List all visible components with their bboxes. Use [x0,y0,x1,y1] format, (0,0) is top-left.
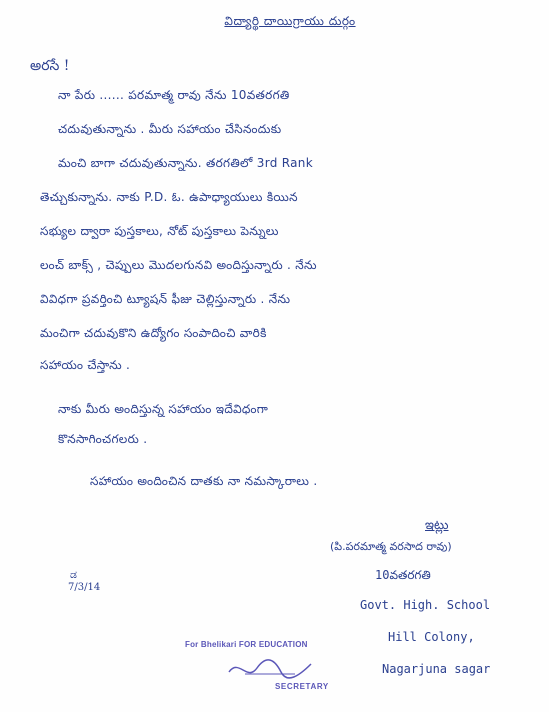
letter-heading: విద్యార్థి దాయిగ్రాయు దుర్గం [224,14,356,28]
body-line: సభ్యుల ద్వారా పుస్తకాలు, నోట్ పుస్తకాలు పెన్నులు [40,224,279,238]
body-line: లంచ్ బాక్స్ , చెప్పులు మొదలగునవి అందిస్తున్నారు . నేను [40,258,317,272]
body-line: నాకు మీరు అందిస్తున్న సహాయం ఇదేవిధంగా [58,402,269,416]
initial-mark: ಡ [70,568,78,581]
date-text: 7/3/14 [68,582,101,593]
signature-scribble-icon [225,654,315,684]
signature-mark: ఇట్లు [425,518,449,533]
signature-class: 10వతరగతి [375,568,431,582]
signature-town: Nagarjuna sagar [382,662,491,676]
body-line: చదువుతున్నాను . మీరు సహాయం చేసినందుకు [58,122,282,136]
body-line: మంచి బాగా చదువుతున్నాను. తరగతిలో 3rd Rank [58,156,313,170]
body-line: సహాయం అందించిన దాతకు నా నమస్కారాలు . [90,474,318,488]
signature-colony: Hill Colony, [388,630,475,644]
body-line: వివిధగా ప్రవర్తించి ట్యూషన్ ఫీజు చెల్లిస్తున్నారు . నేను [40,292,291,306]
date [68,568,100,593]
body-line: కొనసాగించగలరు . [58,432,148,446]
signature-name: (పి.పరమాత్మ వరసాద రావు) [330,540,452,553]
stamp-header: For Bhelikari FOR EDUCATION [185,640,308,649]
body-line: మంచిగా చదువుకొని ఉద్యోగం సంపాదించి వారికి [40,326,267,340]
greeting: అరసే ! [30,58,70,74]
body-line: తెచ్చుకున్నాను. నాకు P.D. ఓ. ఉపాధ్యాయులు కియిన [40,190,298,204]
signature-school: Govt. High. School [360,598,491,612]
stamp-title: SECRETARY [275,682,329,691]
secretary-stamp [185,640,355,696]
body-line: నా పేరు ...... పరమాత్మ రావు నేను 10వతరగతి [58,88,290,102]
body-line: సహాయం చేస్తాను . [40,358,131,372]
